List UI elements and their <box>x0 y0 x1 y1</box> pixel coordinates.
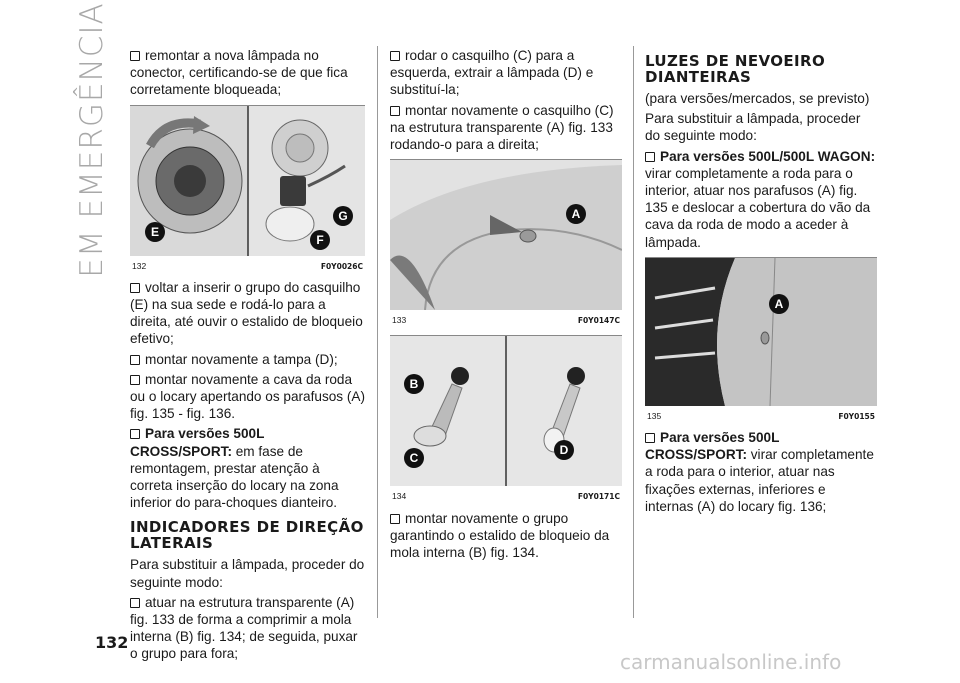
step-refit-socket-lens: montar novamente o casquilho (C) na estrutura transparente (A) fig. 133 rodando-o para a direita; <box>390 102 614 153</box>
column-2 <box>390 47 622 564</box>
callout-a: A <box>566 204 586 224</box>
callout-f: F <box>310 230 330 250</box>
intro-replace-bulb: Para substituir a lâmpada, proceder do seguinte modo: <box>130 557 365 590</box>
figure-caption: 134 F0Y0171C <box>392 491 620 502</box>
step-refit-group: montar novamente o grupo garantindo o estalido de bloqueio da mola interna (B) fig. 134. <box>390 510 610 561</box>
indicator-bulb-illustration <box>390 336 622 486</box>
market-note: (para versões/mercados, se previsto) <box>645 91 870 106</box>
callout-b: B <box>404 374 424 394</box>
callout-a: A <box>769 294 789 314</box>
callout-g: G <box>333 206 353 226</box>
page-number: 132 <box>95 633 129 652</box>
bullet-icon <box>390 106 400 116</box>
bullet-icon <box>390 51 400 61</box>
figure-135 <box>645 257 877 425</box>
section-title: EM EMERGÊNCIA <box>74 2 110 278</box>
note-cross-sport: Para versões 500L CROSS/SPORT: virar completamente a roda para o interior, atuar nas fixações externas, inferiores e internas (A) do locary fig. 136; <box>645 430 874 514</box>
step-reinstall-bulb: remontar a nova lâmpada no conector, certificando-se de que fica corretamente bloqueada; <box>130 48 348 98</box>
figure-134 <box>390 335 622 505</box>
wheel-arch-illustration <box>645 258 877 406</box>
bullet-icon <box>390 514 400 524</box>
bulb-socket-illustration <box>130 106 365 256</box>
heading-side-indicators: INDICADORES DE DIREÇÃO LATERAIS <box>130 518 364 553</box>
step-refit-wheel-arch: montar novamente a cava da roda ou o locary apertando os parafusos (A) fig. 135 - fig. 136. <box>130 371 366 422</box>
step-rotate-socket: rodar o casquilho (C) para a esquerda, extrair a lâmpada (D) e substituí-la; <box>390 48 594 98</box>
step-press-lens: atuar na estrutura transparente (A) fig. 133 de forma a comprimir a mola interna (B) fig. 134; de seguida, puxar o grupo para fora; <box>130 594 358 662</box>
side-indicator-car-illustration <box>390 160 622 310</box>
bullet-icon <box>130 355 140 365</box>
callout-e: E <box>145 222 165 242</box>
figure-caption: 132 F0Y0026C <box>132 260 363 271</box>
column-1 <box>130 47 365 666</box>
bullet-icon <box>130 375 140 385</box>
figure-caption: 135 F0Y0155 <box>647 410 875 421</box>
callout-d: D <box>554 440 574 460</box>
intro-replace-bulb: Para substituir a lâmpada, proceder do seguinte modo: <box>645 111 861 144</box>
heading-fog-lights: LUZES DE NEVOEIRO DIANTEIRAS <box>645 52 826 86</box>
watermark: carmanualsonline.info <box>620 650 842 674</box>
bullet-icon <box>645 152 655 162</box>
callout-c: C <box>404 448 424 468</box>
bullet-icon <box>130 598 140 608</box>
bullet-icon <box>645 433 655 443</box>
column-divider <box>377 46 378 618</box>
column-divider <box>633 46 634 618</box>
bullet-icon <box>130 51 140 61</box>
column-3 <box>645 47 877 518</box>
note-cross-sport: Para versões 500L CROSS/SPORT: em fase de remontagem, prestar atenção à correta inserção do locary na zona inferior do para-choques dianteiro. <box>130 426 339 511</box>
figure-132 <box>130 105 365 275</box>
note-500l-wagon: Para versões 500L/500L WAGON: virar completamente a roda para o interior, atuar nos parafusos (A) fig. 135 e deslocar a cobertura do vão da cava da roda de modo a aceder à lâmpada. <box>645 148 876 250</box>
figure-caption: 133 F0Y0147C <box>392 315 620 326</box>
figure-133 <box>390 159 622 329</box>
step-refit-cover: montar novamente a tampa (D); <box>130 351 365 368</box>
bullet-icon <box>130 283 140 293</box>
bullet-icon <box>130 429 140 439</box>
step-refit-socket: voltar a inserir o grupo do casquilho (E) na sua sede e rodá-lo para a direita, até ouvir o estalido de bloqueio efetivo; <box>130 279 363 347</box>
